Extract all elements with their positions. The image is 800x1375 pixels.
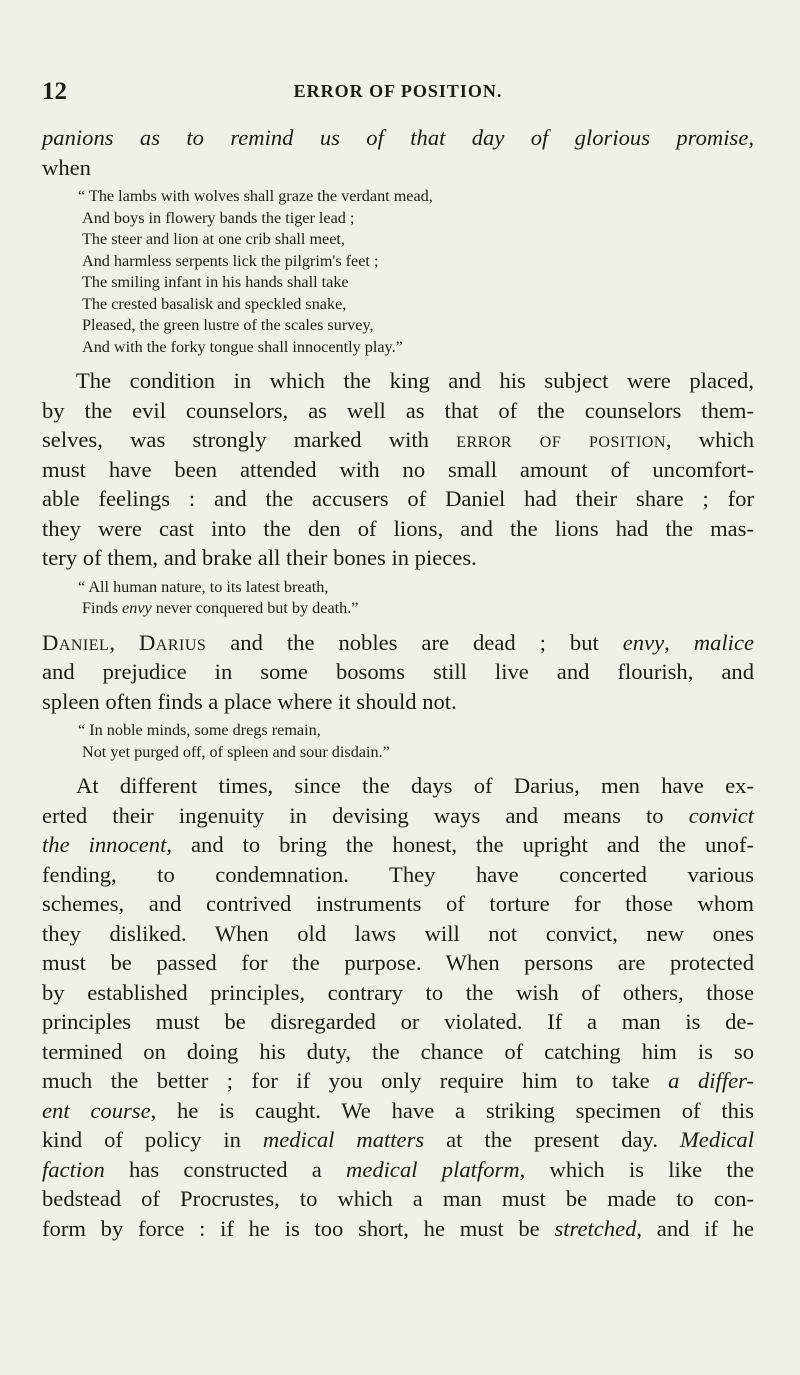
paragraph-different-times (42, 771, 754, 1243)
text-run: much the better ; for if you only require him to take (42, 1068, 669, 1093)
text-run: , he is caught. We have a striking specimen of this (150, 1097, 754, 1123)
italic-word: stretched (554, 1215, 637, 1241)
text-line: they disliked. When old laws will not convict, new ones (42, 920, 754, 946)
poem-quote-3 (78, 720, 754, 763)
italic-word: faction (42, 1156, 105, 1182)
paragraph-condition (42, 366, 754, 573)
text-line (42, 1125, 754, 1155)
text-line (42, 1096, 754, 1126)
text-line (42, 628, 754, 658)
text-line: principles must be disregarded or violated. If a man is de- (42, 1009, 754, 1034)
italic-word: Medical (679, 1127, 755, 1152)
text-line: must have been attended with no small amount of uncomfort- (42, 456, 754, 482)
text-line (42, 830, 754, 860)
text-run: , (109, 629, 139, 655)
text-run: , which (665, 427, 755, 452)
text-line (42, 1155, 754, 1185)
verse-line: The steer and lion at one crib shall meet, (82, 230, 345, 248)
poem-quote-1 (78, 186, 754, 358)
italic-word: convict (688, 802, 754, 828)
page-number: 12 (42, 78, 67, 105)
text-line (42, 1066, 754, 1096)
running-title: ERROR OF POSITION. (293, 81, 503, 101)
poem-quote-2 (78, 577, 754, 620)
text-line: fending, to condemnation. They have concerted various (42, 861, 754, 887)
verse-line: “ All human nature, to its latest breath, (78, 577, 329, 596)
text-line: must be passed for the purpose. When persons are protected (42, 950, 754, 975)
text-line (42, 425, 754, 455)
text-line: spleen often finds a place where it should not. (42, 688, 457, 714)
verse-line: Not yet purged off, of spleen and sour disdain.” (82, 742, 390, 761)
verse-line: And with the forky tongue shall innocently play.” (82, 337, 403, 356)
text-run: , (664, 629, 694, 655)
text-line: able feelings : and the accusers of Daniel had their share ; for (42, 486, 754, 511)
name-daniel: Daniel (42, 629, 110, 655)
page-header (42, 78, 754, 108)
italic-word: the innocent (42, 832, 167, 857)
italic-word: envy (122, 599, 152, 617)
page-body (42, 123, 754, 1243)
text-run: at the present day. (424, 1127, 680, 1152)
text-line: they were cast into the den of lions, and the lions had the mas- (42, 515, 754, 541)
verse-line: The smiling infant in his hands shall take (82, 273, 349, 291)
text-run: , and to bring the honest, the upright and the unof- (166, 832, 754, 857)
text-line (42, 123, 754, 153)
paragraph-daniel-darius (42, 628, 754, 717)
text-run: never conquered but by death.” (151, 599, 359, 617)
name-darius: Darius (138, 629, 207, 655)
text-line: termined on doing his duty, the chance of catching him is so (42, 1038, 754, 1064)
text-run: , and if he (636, 1215, 755, 1241)
verse-line: Pleased, the green lustre of the scales survey, (82, 316, 374, 334)
italic-word: malice (693, 629, 755, 655)
text-line: when (42, 154, 91, 180)
text-run: selves, was strongly marked with (42, 427, 457, 452)
verse-line (78, 598, 754, 620)
text-run: has constructed a (104, 1156, 347, 1182)
text-run: Finds (82, 599, 123, 617)
text-line (42, 1214, 754, 1244)
italic-word: envy (622, 629, 665, 655)
italic-word: medical platform (346, 1156, 520, 1182)
text-line: bedstead of Procrustes, to which a man must be made to con- (42, 1186, 754, 1211)
italic-word: medical matters (262, 1127, 425, 1152)
italic-word: a differ- (668, 1068, 754, 1093)
small-caps-phrase: error of position (456, 427, 666, 452)
text-line: by the evil counselors, as well as that of the counselors them- (42, 397, 754, 423)
verse-line: “ The lambs with wolves shall graze the verdant mead, (78, 187, 433, 205)
text-run: and the nobles are dead ; but (206, 629, 623, 655)
verse-line: “ In noble minds, some dregs remain, (78, 721, 321, 739)
text-line: by established principles, contrary to the wish of others, those (42, 979, 754, 1005)
text-run: , which is like the (519, 1156, 754, 1182)
verse-line: And harmless serpents lick the pilgrim's feet ; (82, 251, 379, 270)
text-line (42, 801, 754, 831)
intro-paragraph (42, 123, 754, 182)
italic-word: ent course (42, 1097, 151, 1123)
text-line: and prejudice in some bosoms still live and flourish, and (42, 659, 754, 684)
text-line: The condition in which the king and his subject were placed, (76, 368, 754, 393)
intro-line-1: panions as to remind us of that day of glorious promise, (42, 125, 754, 150)
text-line: At different times, since the days of Darius, men have ex- (76, 773, 754, 798)
verse-line: And boys in flowery bands the tiger lead ; (82, 208, 355, 227)
verse-line: The crested basalisk and speckled snake, (82, 294, 347, 313)
text-run: kind of policy in (42, 1127, 263, 1152)
text-run: erted their ingenuity in devising ways and means to (42, 802, 689, 828)
text-line: tery of them, and brake all their bones in pieces. (42, 545, 477, 570)
text-line: schemes, and contrived instruments of torture for those whom (42, 891, 754, 916)
text-run: form by force : if he is too short, he must be (42, 1215, 555, 1241)
